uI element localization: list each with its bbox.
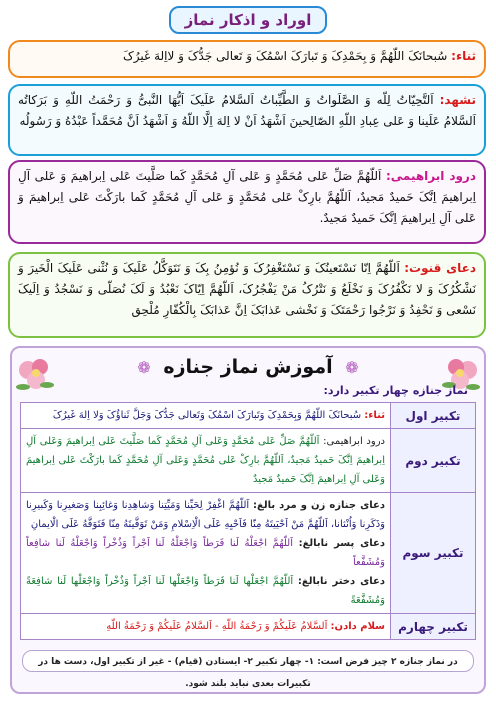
- durood-box: [8, 160, 486, 244]
- table-row: [21, 429, 476, 493]
- stage-cell: تکبیر چهارم: [391, 614, 476, 640]
- line-label: درود ابراهیمی:: [323, 436, 385, 447]
- stage-text-cell: [21, 429, 391, 493]
- tashahhud-label: تشهد:: [439, 93, 476, 107]
- line-text: اَللّهُمَّ اغْفِرْ لِحَیِّنا وَمَیِّتِنا وَشاهِدِنا وَغائِبِنا وَصَغیرِنا وَکَبیرِنا وَذَکَرِنا وَاُنْثانا، اَللّهُمَّ مَنْ اَحْیَیتَهُ مِنّا فَاَحْیِهِ عَلَی الْاِسْلامِ وَمَنْ تَوَفَّیتَهُ مِنّا فَتَوَفَّهُ عَلَی الْایمانِ: [26, 500, 385, 530]
- line-label: دعای پسر نابالغ:: [298, 538, 385, 549]
- funeral-subtitle: نماز جنازه چهار تکبیر دارد:: [323, 384, 468, 397]
- line-label: دعای جنازه زن و مرد بالغ:: [252, 500, 386, 511]
- funeral-note: در نماز جنازه ۲ چیز فرض است: ۱- چهار تکبیر ۲- ایستادن (قیام) - غیر از تکبیر اول، دست ها در تکبیرات بعدی نباید بلند شود.: [22, 650, 474, 672]
- line-label: ثناء:: [364, 410, 385, 421]
- stage-text-cell: [21, 493, 391, 614]
- line-text: اَلسَّلامُ عَلَیکُمْ وَ رَحْمَةُ اللّهِ - اَلسَّلامُ عَلَیکُمْ وَ رَحْمَةُ اللّهِ: [106, 621, 328, 632]
- durood-text: اَللّهُمَّ صَلِّ عَلی مُحَمَّدٍ وَ عَلی آلِ مُحَمَّدٍ کَما صَلَّیتَ عَلی اِبراهیمَ وَ عَلی آلِ اِبراهیمَ اِنَّکَ حَمیدٌ مَجیدٌ، اَللّهُمَّ بارِکْ عَلی مُحَمَّدٍ وَ عَلی آلِ مُحَمَّدٍ کَما بارَکْتَ عَلی اِبراهیمَ وَ عَلی آلِ اِبراهیمَ اِنَّکَ حَمیدٌ مَجیدٌ.: [18, 169, 476, 225]
- adult-prayer-line: [26, 496, 385, 534]
- tashahhud-box: [8, 84, 486, 156]
- girl-prayer-line: [26, 572, 385, 610]
- table-row: [21, 403, 476, 429]
- qunut-text: اَللّهُمَّ اِنّا نَسْتَعینُکَ وَ نَسْتَغْفِرُکَ وَ نُؤمِنُ بِکَ وَ نَتَوَکَّلُ عَلَیکَ وَ نُثْنی عَلَیکَ الْخَیرَ وَ نَشْکُرُکَ وَ لا نَکْفُرُکَ وَ نَخْلَعُ وَ نَتْرُکُ مَنْ یَفْجُرُکَ، اَللّهُمَّ اِیّاکَ نَعْبُدُ وَ لَکَ نُصَلّی وَ نَسْجُدُ وَ اِلَیکَ نَسْعی وَ نَحْفِدُ وَ نَرْجُوا رَحْمَتَکَ وَ نَخْشی عَذابَکَ اِنَّ عَذابَکَ بِالْکُفّارِ مُلْحِق: [18, 261, 476, 317]
- ornament-icon: ❁: [137, 358, 151, 377]
- line-label: سلام دادن:: [330, 621, 385, 632]
- funeral-table: [20, 402, 476, 640]
- sana-box: [8, 40, 486, 78]
- sana-label: ثناء:: [451, 49, 476, 63]
- boy-prayer-line: [26, 534, 385, 572]
- table-row: [21, 614, 476, 640]
- line-label: دعای دختر نابالغ:: [297, 576, 385, 587]
- qunut-box: [8, 252, 486, 338]
- sana-text: سُبحانَکَ اللّهُمَّ وَ بِحَمْدِکَ وَ تَبارَکَ اسْمُکَ وَ تَعالی جَدُّکَ وَ لااِلهَ غَیرُکَ: [123, 49, 448, 63]
- tashahhud-text: اَلتَّحِیّاتُ لِلّه وَ الصَّلَواتُ وَ الطَّیِّباتُ اَلسَّلامُ عَلَیکَ اَیُّهَا النَّبیُّ وَ رَحْمَتُ اللّهِ وَ بَرَکاتُه اَلسَّلامُ عَلَینا وَ عَلی عِبادِ اللّهِ الصّالِحینَ اَشْهَدُ اَنْ لا اِلهَ اِلَّا اللّهُ وَ اَشْهَدُ اَنَّ مُحَمَّداً عَبْدُهُ وَ رَسُولُه: [18, 93, 476, 128]
- title-wrap: [0, 6, 496, 34]
- line-text: اَللّهُمَّ اجْعَلْها لَنا فَرَطاً وَاجْعَلْها لَنا اَجْراً وَذُخْراً وَاجْعَلْها لَنا شافِعَةً وَمُشَفَّعَةً: [26, 576, 385, 606]
- durood-label: درود ابراهیمی:: [385, 169, 476, 183]
- funeral-title: آموزش نماز جنازه: [163, 356, 333, 378]
- stage-cell: تکبیر دوم: [391, 429, 476, 493]
- line-text: اَللّهُمَّ اجْعَلْهُ لَنا فَرَطاً وَاجْعَلْهُ لَنا اَجْراً وَذُخْراً وَاجْعَلْهُ لَنا شافِعاً وَمُشَفَّعاً: [26, 538, 385, 568]
- qunut-label: دعای قنوت:: [404, 261, 476, 275]
- table-row: [21, 493, 476, 614]
- funeral-title-wrap: [0, 356, 496, 378]
- page-title: اوراد و اذکار نماز: [169, 6, 328, 34]
- stage-text-cell: [21, 614, 391, 640]
- ornament-icon: ❁: [345, 358, 359, 377]
- line-text: اَللّهُمَّ صَلِّ عَلی مُحَمَّدٍ وَعَلی آلِ مُحَمَّدٍ کَما صَلَّیتَ عَلی اِبراهیمَ وَعَلی آلِ اِبراهیمَ اِنَّکَ حَمیدٌ مَجیدٌ، اَللّهُمَّ بارِکْ عَلی مُحَمَّدٍ وَعَلی آلِ مُحَمَّدٍ کَما بارَکْتَ عَلی اِبراهیمَ وَعَلی آلِ اِبراهیمَ اِنَّکَ حَمیدٌ مَجیدٌ: [26, 436, 385, 485]
- line-text: سُبحانَکَ اللّهُمَّ وَبِحَمْدِکَ وَتَبارَکَ اسْمُکَ وَتَعالی جَدُّکَ وَجَلَّ ثَناؤُکَ وَلا اِلهَ غَیرُکَ: [52, 410, 362, 421]
- stage-cell: تکبیر اول: [391, 403, 476, 429]
- stage-cell: تکبیر سوم: [391, 493, 476, 614]
- stage-text-cell: [21, 403, 391, 429]
